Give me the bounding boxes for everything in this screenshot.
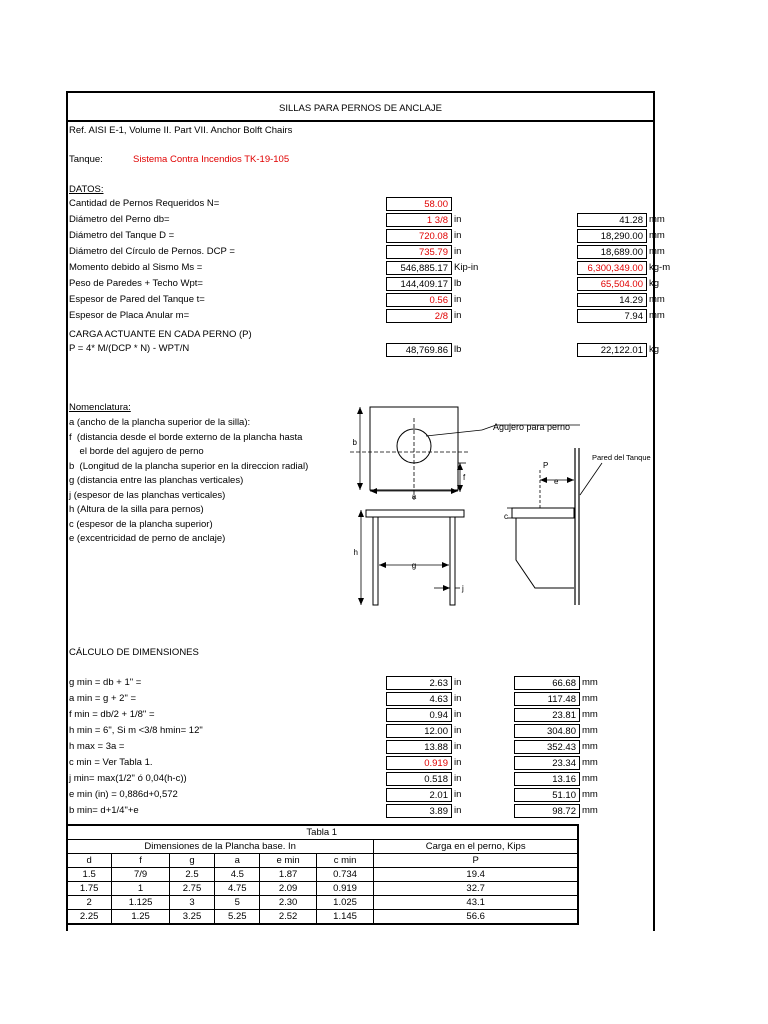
- datos-label: Diámetro del Tanque D =: [69, 230, 175, 241]
- datos-unit-si: mm: [649, 246, 665, 257]
- carga-value-in: 48,769.86: [386, 343, 452, 357]
- dim-b: b: [352, 438, 357, 447]
- calculo-heading: CÁLCULO DE DIMENSIONES: [69, 647, 199, 658]
- tabla-cell: 3: [169, 896, 214, 910]
- datos-unit-si: mm: [649, 230, 665, 241]
- datos-unit-si: mm: [649, 294, 665, 305]
- tabla-cell: 19.4: [374, 868, 578, 882]
- calculo-unit-mm: mm: [582, 773, 598, 784]
- datos-value-si: 18,689.00: [577, 245, 647, 259]
- carga-value-kg: 22,122.01: [577, 343, 647, 357]
- datos-value: 2/8: [386, 309, 452, 323]
- tabla-cell: 2.09: [260, 882, 316, 896]
- calculo-unit: in: [454, 789, 462, 800]
- tank-label: Tanque:: [69, 154, 103, 165]
- datos-value: 546,885.17: [386, 261, 452, 275]
- tabla-header-cell: c min: [316, 854, 374, 868]
- tabla-cell: 2.30: [260, 896, 316, 910]
- calculo-value-mm: 304.80: [514, 724, 580, 738]
- calculo-value-mm: 66.68: [514, 676, 580, 690]
- calculo-unit-mm: mm: [582, 789, 598, 800]
- datos-value: 735.79: [386, 245, 452, 259]
- tabla-cell: 2.25: [67, 910, 112, 925]
- tabla-cell: 2.52: [260, 910, 316, 925]
- tabla-cell: 5.25: [215, 910, 260, 925]
- datos-label: Espesor de Pared del Tanque t=: [69, 294, 205, 305]
- tabla-cell: 56.6: [374, 910, 578, 925]
- tabla-cell: 43.1: [374, 896, 578, 910]
- tabla-cell: 2: [67, 896, 112, 910]
- calculo-unit: in: [454, 773, 462, 784]
- tabla-cell: 2.5: [169, 868, 214, 882]
- nomenclatura-line: j (espesor de las planchas verticales): [69, 489, 226, 501]
- tabla-group-load: Carga en el perno, Kips: [374, 840, 578, 854]
- wall-label: Pared del Tanque: [592, 453, 651, 462]
- calculo-label: b min= d+1/4"+e: [69, 805, 139, 816]
- tabla-row: [67, 882, 579, 896]
- tabla-cell: 7/9: [112, 868, 170, 882]
- nomenclatura-line: a (ancho de la plancha superior de la silla):: [69, 417, 251, 428]
- datos-unit-si: kg: [649, 278, 660, 289]
- calculo-unit-mm: mm: [582, 709, 598, 720]
- datos-value: 0.56: [386, 293, 452, 307]
- tabla-row: [67, 910, 579, 925]
- tabla-header-cell: P: [374, 854, 578, 868]
- tabla-cell: 0.734: [316, 868, 374, 882]
- tabla-header-row: [67, 854, 579, 868]
- calculo-value: 3.89: [386, 804, 452, 818]
- dim-g: g: [411, 561, 417, 570]
- tabla-cell: 1.25: [112, 910, 170, 925]
- dim-h: h: [353, 548, 358, 557]
- hole-label: Agujero para perno: [493, 422, 571, 432]
- datos-unit: Kip-in: [454, 262, 479, 273]
- calculo-value: 4.63: [386, 692, 452, 706]
- tabla-header-cell: d: [67, 854, 112, 868]
- tabla-header-cell: a: [215, 854, 260, 868]
- datos-label: Diámetro del Perno db=: [69, 214, 170, 225]
- calculo-value-mm: 51.10: [514, 788, 580, 802]
- datos-unit: in: [454, 310, 462, 321]
- datos-unit: in: [454, 294, 462, 305]
- calculo-unit: in: [454, 725, 462, 736]
- tabla-cell: 4.5: [215, 868, 260, 882]
- calculo-unit-mm: mm: [582, 805, 598, 816]
- datos-unit-si: kg-m: [649, 262, 671, 273]
- tabla-group-dimensions: Dimensiones de la Plancha base. In: [67, 840, 374, 854]
- calculo-value: 13.88: [386, 740, 452, 754]
- tabla-cell: 4.75: [215, 882, 260, 896]
- datos-heading: DATOS:: [69, 184, 104, 195]
- tabla-cell: 1: [112, 882, 170, 896]
- calculo-label: h max = 3a =: [69, 741, 125, 752]
- tabla-cell: 1.025: [316, 896, 374, 910]
- tabla-title: Tabla 1: [67, 825, 579, 840]
- calculo-unit-mm: mm: [582, 677, 598, 688]
- calculo-value-mm: 23.34: [514, 756, 580, 770]
- nomenclatura-heading: Nomenclatura:: [69, 402, 131, 413]
- tabla-row: [67, 868, 579, 882]
- tabla-cell: 1.87: [260, 868, 316, 882]
- calculo-value: 0.518: [386, 772, 452, 786]
- carga-unit: lb: [454, 344, 462, 355]
- calculo-unit-mm: mm: [582, 757, 598, 768]
- datos-value-si: 65,504.00: [577, 277, 647, 291]
- tabla-row: [67, 896, 579, 910]
- datos-unit: in: [454, 230, 462, 241]
- datos-label: Peso de Paredes + Techo Wpt=: [69, 278, 203, 289]
- calculo-unit: in: [454, 805, 462, 816]
- carga-formula: P = 4* M/(DCP * N) - WPT/N: [69, 343, 190, 354]
- calculo-value-mm: 23.81: [514, 708, 580, 722]
- datos-value: 144,409.17: [386, 277, 452, 291]
- datos-value-si: 41.28: [577, 213, 647, 227]
- calculo-unit-mm: mm: [582, 741, 598, 752]
- tabla-cell: 3.25: [169, 910, 214, 925]
- calculo-label: f min = db/2 + 1/8" =: [69, 709, 155, 720]
- datos-unit: in: [454, 246, 462, 257]
- calculo-label: a min = g + 2" =: [69, 693, 137, 704]
- reference-line: Ref. AISI E-1, Volume II. Part VII. Anchor Bolft Chairs: [69, 125, 293, 136]
- calculo-label: h min = 6", Si m <3/8 hmin= 12": [69, 725, 203, 736]
- nomenclatura-line: el borde del agujero de perno: [69, 446, 204, 457]
- chair-diagram: [340, 400, 660, 610]
- calculo-value: 2.63: [386, 676, 452, 690]
- datos-unit-si: mm: [649, 310, 665, 321]
- tabla-cell: 1.75: [67, 882, 112, 896]
- datos-value: 720.08: [386, 229, 452, 243]
- datos-value-si: 6,300,349.00: [577, 261, 647, 275]
- datos-unit: lb: [454, 278, 462, 289]
- tabla-header-cell: e min: [260, 854, 316, 868]
- carga-heading: CARGA ACTUANTE EN CADA PERNO (P): [69, 329, 252, 340]
- dim-e: e: [554, 477, 559, 486]
- calculo-label: e min (in) = 0,886d+0,572: [69, 789, 178, 800]
- calculo-unit: in: [454, 693, 462, 704]
- calculo-unit: in: [454, 741, 462, 752]
- datos-unit: in: [454, 214, 462, 225]
- datos-value-si: 7.94: [577, 309, 647, 323]
- calculo-unit-mm: mm: [582, 693, 598, 704]
- nomenclatura-line: e (excentricidad de perno de anclaje): [69, 533, 226, 544]
- datos-value: 1 3/8: [386, 213, 452, 227]
- tabla-cell: 32.7: [374, 882, 578, 896]
- calculo-unit-mm: mm: [582, 725, 598, 736]
- calculo-value-mm: 117.48: [514, 692, 580, 706]
- tank-value: Sistema Contra Incendios TK-19-105: [133, 154, 290, 165]
- datos-label: Momento debido al Sismo Ms =: [69, 262, 203, 273]
- tabla-cell: 1.5: [67, 868, 112, 882]
- calculo-value-mm: 13.16: [514, 772, 580, 786]
- calculo-value: 0.919: [386, 756, 452, 770]
- datos-unit-si: mm: [649, 214, 665, 225]
- tabla-cell: 0.919: [316, 882, 374, 896]
- nomenclatura-line: g (distancia entre las planchas verticales): [69, 475, 244, 486]
- calculo-value-mm: 352.43: [514, 740, 580, 754]
- nomenclatura-line: f (distancia desde el borde externo de la plancha hasta: [69, 431, 303, 443]
- datos-label: Espesor de Placa Anular m=: [69, 310, 190, 321]
- tabla-cell: 1.125: [112, 896, 170, 910]
- datos-value: 58.00: [386, 197, 452, 211]
- tabla-cell: 5: [215, 896, 260, 910]
- tabla-cell: 2.75: [169, 882, 214, 896]
- tabla-1: [66, 824, 579, 925]
- nomenclatura-line: c (espesor de la plancha superior): [69, 518, 213, 530]
- tabla-header-cell: g: [169, 854, 214, 868]
- tabla-cell: 1.145: [316, 910, 374, 925]
- calculo-unit: in: [454, 709, 462, 720]
- datos-value-si: 14.29: [577, 293, 647, 307]
- nomenclatura-line: b (Longitud de la plancha superior en la direccion radial): [69, 460, 309, 472]
- dim-P: P: [543, 461, 549, 470]
- calculo-label: g min = db + 1" =: [69, 677, 142, 688]
- calculo-label: c min = Ver Tabla 1.: [69, 757, 153, 768]
- nomenclatura-line: h (Altura de la silla para pernos): [69, 504, 204, 515]
- calculo-value-mm: 98.72: [514, 804, 580, 818]
- calculo-value: 12.00: [386, 724, 452, 738]
- calculo-value: 2.01: [386, 788, 452, 802]
- calculo-value: 0.94: [386, 708, 452, 722]
- datos-label: Diámetro del Círculo de Pernos. DCP =: [69, 246, 235, 257]
- calculo-unit: in: [454, 677, 462, 688]
- dim-c: c: [504, 512, 508, 521]
- carga-unit2: kg: [649, 344, 660, 355]
- dim-f: f: [463, 473, 466, 482]
- sheet-title: SILLAS PARA PERNOS DE ANCLAJE: [66, 91, 655, 122]
- tabla-header-cell: f: [112, 854, 170, 868]
- calculo-unit: in: [454, 757, 462, 768]
- dim-a: a: [411, 492, 417, 501]
- dim-j: j: [462, 584, 464, 593]
- datos-label: Cantidad de Pernos Requeridos N=: [69, 198, 220, 209]
- calculo-label: j min= max(1/2" ó 0,04(h-c)): [69, 773, 187, 784]
- datos-value-si: 18,290.00: [577, 229, 647, 243]
